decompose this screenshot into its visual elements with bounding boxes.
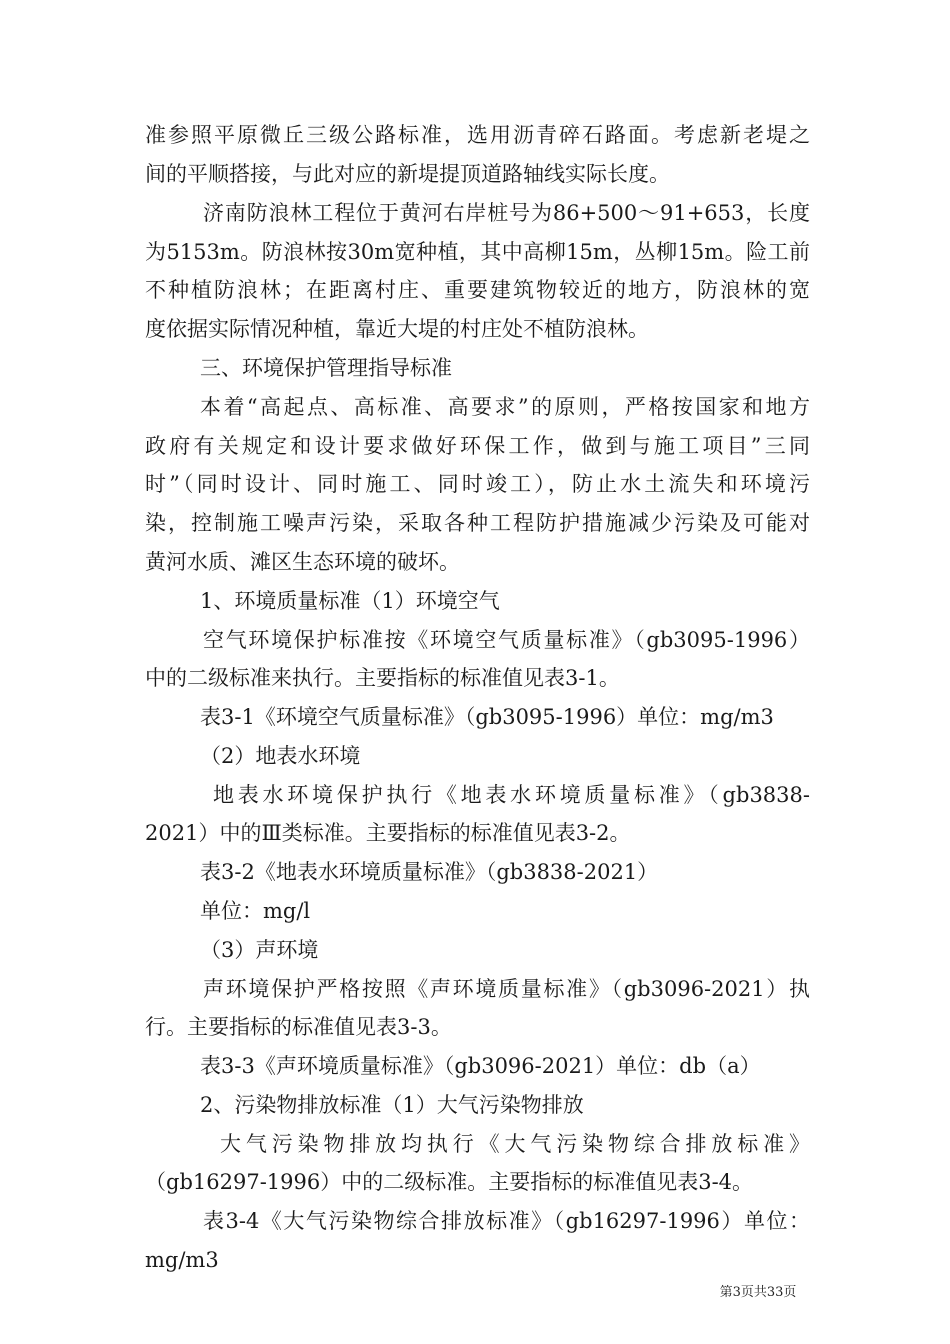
- paragraph-line: 间的平顺搭接，与此对应的新堤提顶道路轴线实际长度。: [145, 162, 670, 186]
- table-caption: 表3-3《声环境质量标准》（gb3096-2021）单位：db（a）: [200, 1054, 761, 1078]
- unit-label: mg/m3: [145, 1248, 219, 1272]
- paragraph-line: 时”（同时设计、同时施工、同时竣工），防止水土流失和环境污: [145, 472, 810, 496]
- unit-label: 单位：mg/l: [200, 899, 311, 923]
- paragraph-line: 声环境保护严格按照《声环境质量标准》（gb3096-2021）执: [203, 977, 810, 1001]
- paragraph-line: 行。主要指标的标准值见表3-3。: [145, 1015, 452, 1039]
- paragraph-line: 染，控制施工噪声污染，采取各种工程防护措施减少污染及可能对: [145, 511, 810, 535]
- paragraph-line: 济南防浪林工程位于黄河右岸桩号为86+500～91+653，长度: [203, 201, 810, 225]
- paragraph-line: 空气环境保护标准按《环境空气质量标准》（gb3095-1996）: [203, 628, 810, 652]
- paragraph-line: 2021）中的Ⅲ类标准。主要指标的标准值见表3-2。: [145, 821, 631, 845]
- section-heading: 三、环境保护管理指导标准: [200, 356, 452, 380]
- paragraph-line: 不种植防浪林；在距离村庄、重要建筑物较近的地方，防浪林的宽: [145, 278, 810, 302]
- subsection-heading: 1、环境质量标准（1）环境空气: [200, 589, 500, 613]
- paragraph-line: 黄河水质、滩区生态环境的破坏。: [145, 550, 460, 574]
- subsection-heading: 2、污染物排放标准（1）大气污染物排放: [200, 1093, 584, 1117]
- paragraph-line: 准参照平原微丘三级公路标准，选用沥青碎石路面。考虑新老堤之: [145, 123, 810, 147]
- subsection-heading: （2）地表水环境: [200, 744, 361, 768]
- table-caption: 表3-4《大气污染物综合排放标准》（gb16297-1996）单位：: [203, 1209, 810, 1233]
- paragraph-line: 为5153m。防浪林按30m宽种植，其中高柳15m，丛柳15m。险工前: [145, 240, 810, 264]
- paragraph-line: 政府有关规定和设计要求做好环保工作，做到与施工项目”三同: [145, 434, 810, 458]
- paragraph-line: 本着“高起点、高标准、高要求”的原则，严格按国家和地方: [200, 395, 810, 419]
- paragraph-line: 大气污染物排放均执行《大气污染物综合排放标准》: [220, 1132, 810, 1156]
- page-number: 第3页共33页: [719, 1285, 797, 1300]
- paragraph-line: （gb16297-1996）中的二级标准。主要指标的标准值见表3-4。: [145, 1170, 754, 1194]
- paragraph-line: 地表水环境保护执行《地表水环境质量标准》（gb3838-: [213, 783, 810, 807]
- subsection-heading: （3）声环境: [200, 938, 319, 962]
- page-footer: [0, 1281, 950, 1300]
- table-caption: 表3-1《环境空气质量标准》（gb3095-1996）单位：mg/m3: [200, 705, 774, 729]
- paragraph-line: 中的二级标准来执行。主要指标的标准值见表3-1。: [145, 666, 620, 690]
- paragraph-line: 度依据实际情况种植，靠近大堤的村庄处不植防浪林。: [145, 317, 649, 341]
- table-caption: 表3-2《地表水环境质量标准》（gb3838-2021）: [200, 860, 659, 884]
